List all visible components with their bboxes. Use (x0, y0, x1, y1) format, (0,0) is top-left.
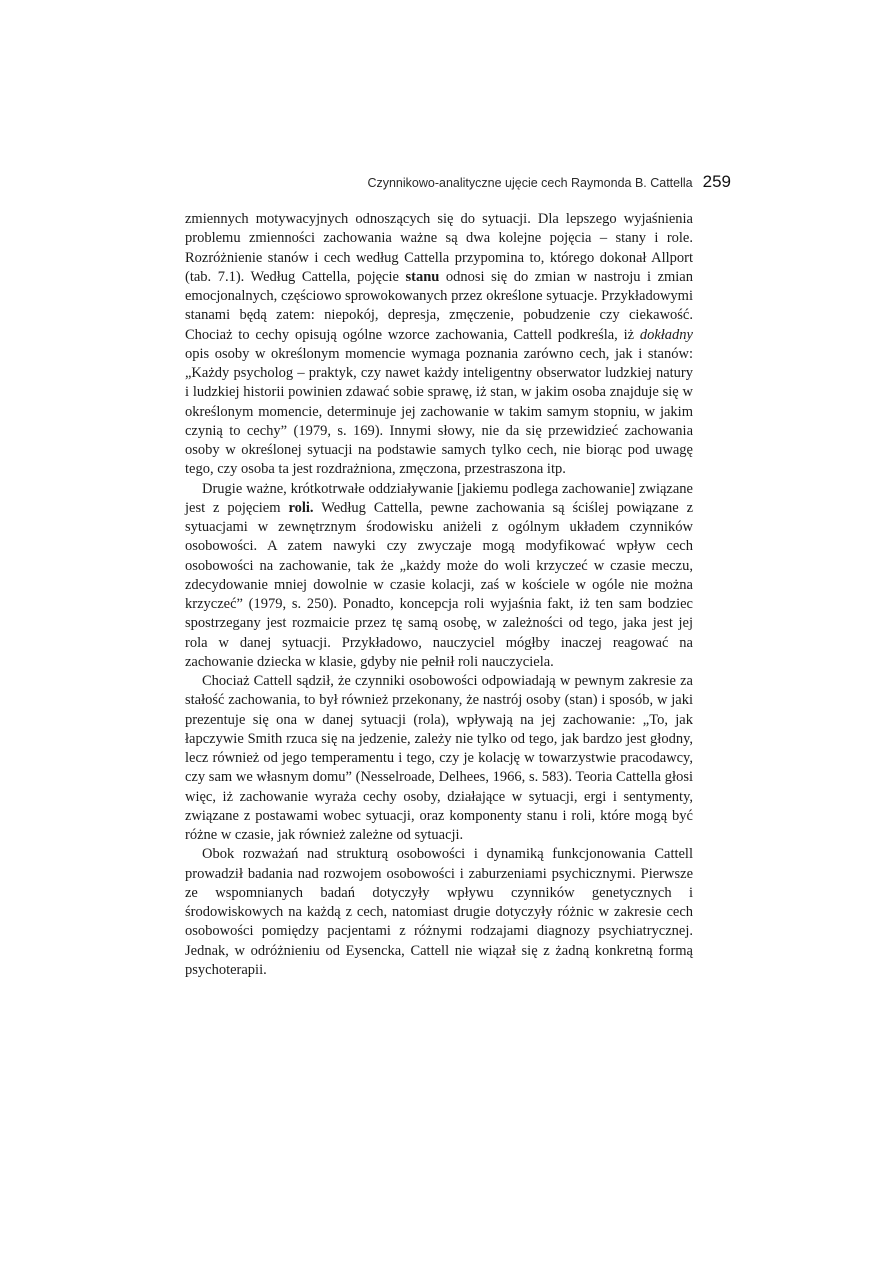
text-run: odnosi się do zmian w nastroju i zmian emocjonalnych, częściowo sprowokowanych przez określone sytuacje. Przykładowymi stanami będą zatem: niepokój, depresja, zmęczenie, pobudzenie czy ciekawość. Chociaż to cechy opisują ogólne wzorce zachowania, Cattell podkreśla, iż (185, 268, 693, 343)
text-run: Chociaż Cattell sądził, że czynniki osobowości odpowiadają w pewnym zakresie za stałość zachowania, to był również przekonany, że nastrój osoby (stan) i sposób, w jaki prezentuje się ona w danej sytuacji (rola), wpływają na jej zachowanie: „To, jak łapczywie Smith rzuca się na jedzenie, zależy nie tylko od tego, jak bardzo jest głodny, lecz również od jego temperamentu i tego, czy je kolację w towarzystwie pracodawcy, czy sam we własnym domu” (Nesselroade, Delhees, 1966, s. 583). Teoria Cattella głosi więc, iż zachowanie wyraża cechy osoby, działające w sytuacji, ergi i sentymenty, związane z postawami wobec sytuacji, oraz komponenty stanu i roli, które mogą być różne w czasie, jak również zależne od sytuacji. (185, 673, 693, 843)
running-title: Czynnikowo-analityczne ujęcie cech Raymonda B. Cattella (367, 176, 693, 190)
text-run: zmiennych motywacyjnych odnoszących się do sytuacji. Dla lepszego wyjaśnienia problemu zmienności zachowania ważne są dwa kolejne pojęcia – stany i role. Rozróżnienie stanów i cech według Cattella przypomina to, którego dokonał Allport (tab. 7.1). Według Cattella, pojęcie (185, 211, 693, 285)
text-run: Według Cattella, pewne zachowania są ściślej powiązane z sytuacjami w zewnętrznym środowisku aniżeli z ogólnym układem czynników osobowości. A zatem nawyki czy zwyczaje mogą modyfikować wpływ cech osobowości na zachowanie, tak że „każdy może do woli krzyczeć w czasie meczu, zdecydowanie mniej dowolnie w czasie kolacji, zaś w kościele w ogóle nie można krzyczeć” (1979, s. 250). Ponadto, koncepcja roli wyjaśnia fakt, iż ten sam bodziec spostrzegany jest rozmaicie przez tę samą osobę, w zależności od tego, jaka jest jej rola w danej sytuacji. Przykładowo, nauczyciel mógłby inaczej reagować na zachowanie dziecka w klasie, gdyby nie pełnił roli nauczyciela. (185, 499, 694, 670)
bold-term: stanu (405, 268, 440, 285)
paragraph (185, 480, 693, 673)
text-run: Drugie ważne, krótkotrwałe oddziaływanie [jakiemu podlega zachowanie] związane jest z pojęciem (185, 480, 693, 516)
paragraph (185, 672, 693, 845)
running-head (185, 172, 731, 192)
text-run: Obok rozważań nad strukturą osobowości i dynamiką funkcjonowania Cattell prowadził badania nad rozwojem osobowości i zaburzeniami psychicznymi. Pierwsze ze wspomnianych badań dotyczyły wpływu czynników genetycznych i środowiskowych na każdą z cech, natomiast drugie dotyczyły różnic w zakresie cech osobowości pomiędzy pacjentami z różnymi rodzajami diagnozy psychiatrycznej. Jednak, w odróżnieniu od Eysencka, Cattell nie wiązał się z żadną konkretną formą psychoterapii. (185, 846, 693, 978)
body-text (185, 210, 693, 980)
bold-term: roli. (288, 499, 314, 516)
page-number: 259 (702, 172, 731, 191)
paragraph (185, 210, 693, 480)
paragraph (185, 845, 693, 980)
text-run: opis osoby w określonym momencie wymaga poznania zarówno cech, jak i stanów: „Każdy psycholog – praktyk, czy nawet każdy inteligentny obserwator ludzkiej natury i ludzkiej historii powinien zdawać sobie sprawę, iż stan, w jakim osoba znajduje się w określonym momencie, determinuje jej zachowanie w takim samym stopniu, w jakim czynią to cechy” (1979, s. 169). Innymi słowy, nie da się przewidzieć zachowania osoby w określonej sytuacji na podstawie samych tylko cech, nie biorąc pod uwagę tego, czy osoba ta jest rozdrażniona, zmęczona, przestraszona itp. (185, 345, 693, 478)
italic-term: dokładny (639, 326, 693, 343)
